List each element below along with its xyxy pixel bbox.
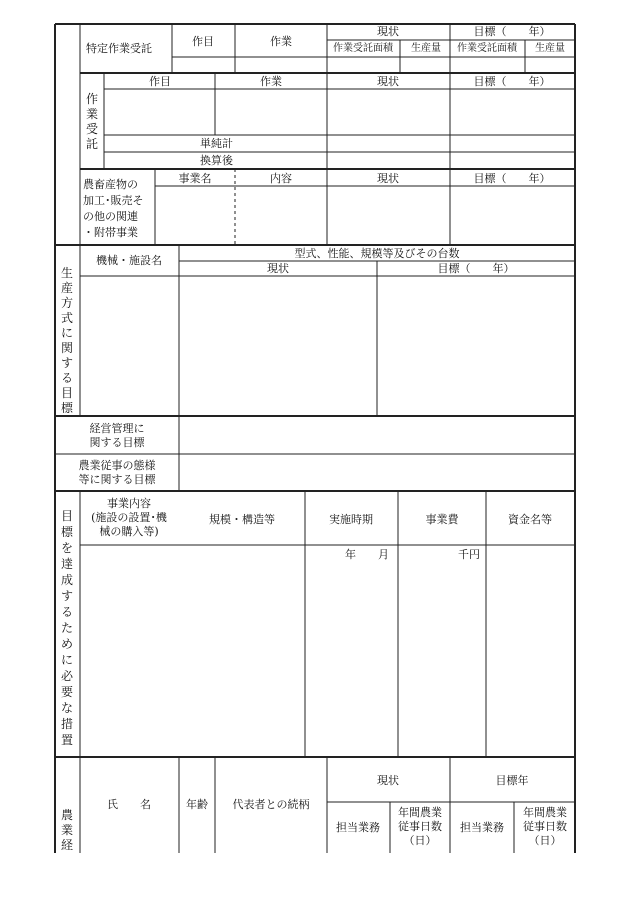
tokutei-sakumoku-header: 作目 [192,35,214,48]
nogyo-mokuhyo-tanto: 担当業務 [460,821,504,834]
tokutei-mokuhyo-header: 目標（ 年） [473,25,551,38]
sagyo-jutaku-genjo-header: 現状 [377,75,399,88]
nogyo-genjo-tanto: 担当業務 [336,821,380,834]
kako-jigyomei-header: 事業名 [178,172,212,185]
nogyo-label: 農業経 [60,808,73,852]
seisan-mokuhyo-header: 目標（ 年） [437,262,515,275]
tokutei-genjo-header: 現状 [377,25,399,38]
nogyo-relation-header: 代表者との続柄 [232,798,310,811]
jujigyo-label: 農業従事の態様 等に関する目標 [78,459,156,486]
nogyo-mokuhyo-days: 年間農業 従事日数 （日） [523,806,567,847]
tanjunkei-label: 単純計 [200,137,233,150]
sochi-fund-header: 資金名等 [508,513,552,526]
tokutei-genjo-area: 作業受託面積 [333,43,393,54]
sochi-year-month: 年 月 [345,548,389,561]
sagyo-jutaku-label: 作業受託 [85,92,98,151]
sochi-label: 目標を達成するために必要な措置 [60,509,73,747]
kako-genjo-header: 現状 [377,172,399,185]
sochi-content-header: 事業内容 (施設の設置･機 械の購入等) [91,497,167,538]
tokutei-sagyo-header: 作業 [270,35,292,48]
kansango-label: 換算後 [200,154,233,167]
keiei-label: 経営管理に 関する目標 [89,422,145,449]
nogyo-name-header: 氏 名 [107,798,151,811]
seisan-label: 生産方式に関する目標 [60,266,73,415]
sagyo-jutaku-mokuhyo-header: 目標（ 年） [473,75,551,88]
tokutei-genjo-production: 生産量 [411,43,441,54]
kako-label: 農畜産物の 加工･販売そ の他の関連 ・附帯事業 [83,178,144,239]
seisan-kikai-header: 機械・施設名 [96,254,162,267]
sagyo-jutaku-sakumoku-header: 作目 [149,75,171,88]
nogyo-mokuhyo-header: 目標年 [495,774,529,787]
sochi-timing-header: 実施時期 [329,513,373,526]
kako-naiyo-header: 内容 [270,172,292,185]
tokutei-mokuhyo-production: 生産量 [535,43,565,54]
sochi-cost-header: 事業費 [425,513,459,526]
sagyo-jutaku-sagyo-header: 作業 [260,75,282,88]
tokutei-label: 特定作業受託 [86,42,152,55]
nogyo-genjo-days: 年間農業 従事日数 （日） [398,806,442,847]
seisan-spec-header: 型式、性能、規模等及びその台数 [294,247,460,260]
kako-mokuhyo-header: 目標（ 年） [473,172,551,185]
sochi-sen-en: 千円 [458,548,480,561]
seisan-genjo-header: 現状 [267,262,289,275]
sochi-scale-header: 規模・構造等 [209,513,275,526]
nogyo-age-header: 年齢 [186,798,208,811]
nogyo-genjo-header: 現状 [377,774,399,787]
tokutei-mokuhyo-area: 作業受託面積 [457,43,517,54]
